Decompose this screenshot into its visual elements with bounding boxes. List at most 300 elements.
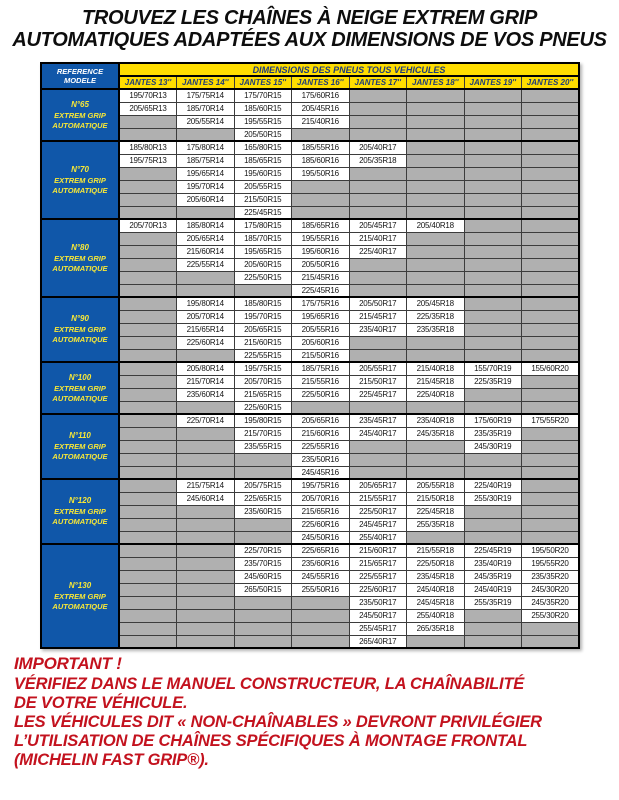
empty-cell	[177, 284, 235, 297]
model-brand-line: AUTOMATIQUE	[52, 517, 108, 526]
tire-size-cell: 265/50R15	[234, 583, 292, 596]
empty-cell	[522, 297, 580, 310]
model-brand-line: AUTOMATIQUE	[52, 335, 108, 344]
tire-size-cell: 235/35R18	[407, 323, 465, 336]
table-row	[41, 284, 579, 297]
tire-size-cell: 205/65R14	[177, 232, 235, 245]
empty-cell	[349, 167, 407, 180]
tire-size-cell: 215/65R15	[234, 388, 292, 401]
empty-cell	[119, 310, 177, 323]
tire-size-cell: 245/45R17	[349, 518, 407, 531]
empty-cell	[407, 349, 465, 362]
empty-cell	[119, 570, 177, 583]
table-row	[41, 193, 579, 206]
empty-cell	[407, 180, 465, 193]
empty-cell	[522, 427, 580, 440]
empty-cell	[522, 154, 580, 167]
empty-cell	[177, 583, 235, 596]
tire-size-cell: 215/55R18	[407, 544, 465, 557]
empty-cell	[177, 271, 235, 284]
tire-size-cell: 245/40R17	[349, 427, 407, 440]
tire-size-cell: 175/60R16	[292, 89, 350, 102]
empty-cell	[292, 622, 350, 635]
tire-size-cell: 215/50R16	[292, 349, 350, 362]
tire-size-cell: 175/75R14	[177, 89, 235, 102]
tire-size-cell: 195/80R14	[177, 297, 235, 310]
empty-cell	[407, 453, 465, 466]
tire-size-cell: 195/65R14	[177, 167, 235, 180]
empty-cell	[177, 596, 235, 609]
model-brand-line: AUTOMATIQUE	[52, 452, 108, 461]
empty-cell	[522, 271, 580, 284]
tire-size-cell: 225/55R16	[292, 440, 350, 453]
empty-cell	[119, 440, 177, 453]
empty-cell	[522, 206, 580, 219]
model-brand-line: AUTOMATIQUE	[52, 601, 108, 611]
tire-size-cell: 195/60R15	[234, 167, 292, 180]
empty-cell	[349, 258, 407, 271]
empty-cell	[119, 115, 177, 128]
empty-cell	[119, 466, 177, 479]
empty-cell	[119, 180, 177, 193]
tire-size-cell: 225/45R17	[349, 388, 407, 401]
model-number: N°100	[68, 372, 92, 382]
empty-cell	[292, 180, 350, 193]
tire-size-cell: 155/60R20	[522, 362, 580, 375]
tire-size-cell: 225/40R18	[407, 388, 465, 401]
tire-size-cell: 195/65R16	[292, 310, 350, 323]
empty-cell	[464, 154, 522, 167]
empty-cell	[177, 401, 235, 414]
tire-size-cell: 215/60R16	[292, 427, 350, 440]
tire-size-cell: 215/55R16	[292, 375, 350, 388]
tire-size-cell: 185/60R16	[292, 154, 350, 167]
table-row	[41, 89, 579, 102]
model-cell	[41, 414, 119, 479]
empty-cell	[407, 336, 465, 349]
empty-cell	[177, 349, 235, 362]
empty-cell	[177, 206, 235, 219]
tire-size-cell: 185/75R14	[177, 154, 235, 167]
empty-cell	[522, 531, 580, 544]
empty-cell	[292, 609, 350, 622]
tire-size-cell: 205/60R15	[234, 258, 292, 271]
tire-size-cell: 235/60R14	[177, 388, 235, 401]
tire-size-cell: 205/55R14	[177, 115, 235, 128]
tire-size-cell: 245/60R14	[177, 492, 235, 505]
empty-cell	[119, 557, 177, 570]
tire-size-cell: 185/70R15	[234, 232, 292, 245]
empty-cell	[292, 635, 350, 648]
tire-size-cell: 255/45R17	[349, 622, 407, 635]
empty-cell	[119, 258, 177, 271]
empty-cell	[119, 128, 177, 141]
tire-size-cell: 265/35R18	[407, 622, 465, 635]
empty-cell	[522, 89, 580, 102]
empty-cell	[119, 193, 177, 206]
table-row	[41, 115, 579, 128]
tire-size-cell: 195/75R13	[119, 154, 177, 167]
tire-size-cell: 175/80R14	[177, 141, 235, 154]
empty-cell	[464, 349, 522, 362]
tire-size-cell: 225/70R15	[234, 544, 292, 557]
empty-cell	[407, 466, 465, 479]
empty-cell	[349, 401, 407, 414]
page-title-line2: AUTOMATIQUES ADAPTÉES AUX DIMENSIONS DE VOS PNEUS	[12, 29, 607, 51]
tire-size-cell: 225/45R18	[407, 505, 465, 518]
tire-size-cell: 225/45R16	[292, 284, 350, 297]
tire-size-cell: 185/70R14	[177, 102, 235, 115]
empty-cell	[522, 141, 580, 154]
empty-cell	[407, 232, 465, 245]
empty-cell	[522, 258, 580, 271]
empty-cell	[349, 89, 407, 102]
empty-cell	[177, 570, 235, 583]
table-row	[41, 219, 579, 232]
tire-size-cell: 205/40R17	[349, 141, 407, 154]
model-cell	[41, 544, 119, 648]
tire-size-cell: 235/45R18	[407, 570, 465, 583]
tire-size-cell: 195/75R16	[292, 479, 350, 492]
col-header-jantes-15: JANTES 15''	[234, 76, 292, 89]
table-row	[41, 505, 579, 518]
empty-cell	[522, 336, 580, 349]
tire-size-cell: 225/50R17	[349, 505, 407, 518]
table-row	[41, 349, 579, 362]
empty-cell	[119, 635, 177, 648]
model-brand-line: AUTOMATIQUE	[52, 185, 108, 195]
empty-cell	[407, 141, 465, 154]
empty-cell	[464, 505, 522, 518]
empty-cell	[464, 102, 522, 115]
tire-size-cell: 215/55R17	[349, 492, 407, 505]
dimensions-header: DIMENSIONS DES PNEUS TOUS VEHICULES	[119, 63, 579, 76]
empty-cell	[522, 219, 580, 232]
tire-size-cell: 215/65R17	[349, 557, 407, 570]
empty-cell	[522, 440, 580, 453]
empty-cell	[234, 609, 292, 622]
model-cell	[41, 479, 119, 544]
tire-size-cell: 245/40R18	[407, 583, 465, 596]
empty-cell	[177, 544, 235, 557]
tire-size-cell: 205/55R18	[407, 479, 465, 492]
empty-cell	[119, 583, 177, 596]
tire-size-cell: 205/45R16	[292, 102, 350, 115]
empty-cell	[119, 427, 177, 440]
tire-size-cell: 225/60R14	[177, 336, 235, 349]
tire-size-cell: 225/40R17	[349, 245, 407, 258]
model-cell	[41, 297, 119, 362]
table-row	[41, 453, 579, 466]
empty-cell	[407, 440, 465, 453]
tire-size-cell: 205/60R16	[292, 336, 350, 349]
tire-size-cell: 235/45R17	[349, 414, 407, 427]
table-row	[41, 128, 579, 141]
empty-cell	[464, 206, 522, 219]
empty-cell	[464, 622, 522, 635]
model-cell	[41, 141, 119, 219]
empty-cell	[119, 505, 177, 518]
tire-size-cell: 205/65R17	[349, 479, 407, 492]
empty-cell	[349, 193, 407, 206]
empty-cell	[464, 284, 522, 297]
tire-size-cell: 255/50R16	[292, 583, 350, 596]
empty-cell	[234, 518, 292, 531]
table-row	[41, 102, 579, 115]
empty-cell	[177, 466, 235, 479]
tire-size-cell: 215/45R17	[349, 310, 407, 323]
tire-size-cell: 175/75R16	[292, 297, 350, 310]
tire-size-cell: 195/65R15	[234, 245, 292, 258]
tire-size-cell: 215/50R15	[234, 193, 292, 206]
tire-size-cell: 245/50R17	[349, 609, 407, 622]
empty-cell	[234, 622, 292, 635]
model-number: N°120	[68, 496, 92, 505]
tire-size-cell: 235/40R17	[349, 323, 407, 336]
empty-cell	[119, 167, 177, 180]
col-header-jantes-14: JANTES 14''	[177, 76, 235, 89]
table-row	[41, 414, 579, 427]
empty-cell	[464, 141, 522, 154]
tire-size-cell: 235/50R16	[292, 453, 350, 466]
tire-size-cell: 225/65R16	[292, 544, 350, 557]
tire-size-cell: 205/35R18	[349, 154, 407, 167]
tire-size-cell: 195/55R15	[234, 115, 292, 128]
tire-size-cell: 205/50R15	[234, 128, 292, 141]
empty-cell	[119, 401, 177, 414]
footer-line: (MICHELIN FAST GRIP®).	[14, 751, 209, 769]
empty-cell	[407, 206, 465, 219]
empty-cell	[119, 245, 177, 258]
empty-cell	[522, 401, 580, 414]
empty-cell	[119, 609, 177, 622]
tire-size-cell: 205/55R16	[292, 323, 350, 336]
empty-cell	[464, 297, 522, 310]
empty-cell	[522, 245, 580, 258]
modele-label: MODELE	[63, 76, 97, 85]
empty-cell	[464, 167, 522, 180]
model-brand-line: EXTREM GRIP	[54, 325, 106, 334]
empty-cell	[522, 128, 580, 141]
empty-cell	[522, 232, 580, 245]
tire-size-cell: 225/60R15	[234, 401, 292, 414]
empty-cell	[119, 375, 177, 388]
tire-dimensions-table	[40, 62, 580, 649]
model-brand-line: AUTOMATIQUE	[52, 263, 108, 273]
model-cell	[41, 362, 119, 414]
empty-cell	[407, 167, 465, 180]
empty-cell	[119, 531, 177, 544]
empty-cell	[234, 453, 292, 466]
col-header-jantes-13: JANTES 13''	[119, 76, 177, 89]
tire-size-cell: 165/80R15	[234, 141, 292, 154]
tire-size-cell: 245/60R15	[234, 570, 292, 583]
table-row	[41, 388, 579, 401]
tire-size-cell: 235/40R18	[407, 414, 465, 427]
table-row	[41, 271, 579, 284]
table-row	[41, 401, 579, 414]
tire-size-cell: 195/75R15	[234, 362, 292, 375]
empty-cell	[407, 154, 465, 167]
empty-cell	[464, 531, 522, 544]
tire-size-cell: 225/60R17	[349, 583, 407, 596]
tire-size-cell: 245/35R18	[407, 427, 465, 440]
empty-cell	[119, 596, 177, 609]
tire-size-cell: 215/45R18	[407, 375, 465, 388]
empty-cell	[522, 167, 580, 180]
empty-cell	[119, 284, 177, 297]
empty-cell	[522, 180, 580, 193]
empty-cell	[119, 362, 177, 375]
empty-cell	[177, 609, 235, 622]
tire-size-cell: 255/40R17	[349, 531, 407, 544]
empty-cell	[119, 518, 177, 531]
tire-size-cell: 205/65R16	[292, 414, 350, 427]
empty-cell	[464, 388, 522, 401]
tire-size-cell: 215/60R17	[349, 544, 407, 557]
tire-size-cell: 215/65R14	[177, 323, 235, 336]
col-header-jantes-19: JANTES 19''	[464, 76, 522, 89]
model-brand-line: EXTREM GRIP	[54, 110, 106, 120]
table-row	[41, 544, 579, 557]
empty-cell	[522, 518, 580, 531]
empty-cell	[349, 128, 407, 141]
tire-size-cell: 235/60R16	[292, 557, 350, 570]
empty-cell	[522, 375, 580, 388]
empty-cell	[234, 635, 292, 648]
tire-size-cell: 235/60R15	[234, 505, 292, 518]
empty-cell	[522, 622, 580, 635]
footer-line: VÉRIFIEZ DANS LE MANUEL CONSTRUCTEUR, LA CHAÎNABILITÉ	[14, 675, 525, 693]
tire-size-cell: 225/35R18	[407, 310, 465, 323]
model-brand-line: EXTREM GRIP	[54, 253, 106, 263]
reference-modele-header	[41, 63, 119, 89]
empty-cell	[234, 284, 292, 297]
empty-cell	[349, 440, 407, 453]
empty-cell	[292, 193, 350, 206]
model-number: N°65	[71, 99, 89, 109]
tire-size-cell: 235/70R15	[234, 557, 292, 570]
empty-cell	[177, 635, 235, 648]
reference-label: REFERENCE	[56, 67, 104, 76]
col-header-jantes-20: JANTES 20''	[522, 76, 580, 89]
tire-size-cell: 225/50R18	[407, 557, 465, 570]
tire-size-cell: 245/30R19	[464, 440, 522, 453]
empty-cell	[349, 284, 407, 297]
tire-size-cell: 215/40R16	[292, 115, 350, 128]
empty-cell	[464, 193, 522, 206]
empty-cell	[234, 531, 292, 544]
empty-cell	[177, 557, 235, 570]
tire-size-cell: 225/50R15	[234, 271, 292, 284]
tire-size-cell: 215/70R15	[234, 427, 292, 440]
empty-cell	[464, 115, 522, 128]
empty-cell	[407, 258, 465, 271]
table-row	[41, 479, 579, 492]
model-brand-line: AUTOMATIQUE	[52, 393, 108, 403]
empty-cell	[464, 518, 522, 531]
empty-cell	[464, 453, 522, 466]
empty-cell	[522, 466, 580, 479]
empty-cell	[177, 427, 235, 440]
col-header-jantes-16: JANTES 16''	[292, 76, 350, 89]
table-row	[41, 245, 579, 258]
tire-size-cell: 225/55R14	[177, 258, 235, 271]
tire-size-cell: 155/70R19	[464, 362, 522, 375]
empty-cell	[119, 336, 177, 349]
tire-size-cell: 215/40R18	[407, 362, 465, 375]
empty-cell	[349, 102, 407, 115]
model-brand-line: EXTREM GRIP	[54, 175, 106, 185]
tire-size-cell: 175/60R19	[464, 414, 522, 427]
tire-size-cell: 255/35R18	[407, 518, 465, 531]
tire-size-cell: 235/50R17	[349, 596, 407, 609]
empty-cell	[522, 388, 580, 401]
empty-cell	[119, 453, 177, 466]
tire-size-cell: 255/30R19	[464, 492, 522, 505]
table-row	[41, 427, 579, 440]
empty-cell	[464, 323, 522, 336]
tire-size-cell: 245/30R20	[522, 583, 580, 596]
empty-cell	[292, 596, 350, 609]
tire-size-cell: 205/70R14	[177, 310, 235, 323]
tire-size-cell: 175/55R20	[522, 414, 580, 427]
empty-cell	[349, 180, 407, 193]
empty-cell	[522, 505, 580, 518]
empty-cell	[177, 128, 235, 141]
model-number: N°130	[68, 580, 92, 590]
empty-cell	[119, 414, 177, 427]
empty-cell	[234, 466, 292, 479]
tire-size-cell: 195/55R16	[292, 232, 350, 245]
table-row	[41, 206, 579, 219]
tire-size-cell: 255/40R18	[407, 609, 465, 622]
footer-line: L’UTILISATION DE CHAÎNES SPÉCIFIQUES À MONTAGE FRONTAL	[14, 732, 528, 750]
table-row	[41, 466, 579, 479]
model-brand-line: AUTOMATIQUE	[52, 120, 108, 130]
empty-cell	[292, 401, 350, 414]
tire-size-cell: 205/70R13	[119, 219, 177, 232]
tire-size-cell: 255/35R19	[464, 596, 522, 609]
empty-cell	[464, 180, 522, 193]
model-number: N°70	[71, 164, 89, 174]
table-row	[41, 492, 579, 505]
tire-size-cell: 175/70R15	[234, 89, 292, 102]
model-cell	[41, 219, 119, 297]
tire-size-cell: 175/80R15	[234, 219, 292, 232]
tire-size-cell: 225/55R17	[349, 570, 407, 583]
table-row	[41, 596, 579, 609]
table-row	[41, 375, 579, 388]
model-brand-line: EXTREM GRIP	[54, 383, 106, 393]
empty-cell	[464, 232, 522, 245]
tire-size-cell: 205/50R17	[349, 297, 407, 310]
tire-size-cell: 225/45R15	[234, 206, 292, 219]
empty-cell	[464, 401, 522, 414]
tire-size-cell: 195/70R15	[234, 310, 292, 323]
empty-cell	[119, 388, 177, 401]
empty-cell	[349, 466, 407, 479]
empty-cell	[464, 219, 522, 232]
empty-cell	[349, 453, 407, 466]
tire-size-cell: 205/65R13	[119, 102, 177, 115]
empty-cell	[464, 310, 522, 323]
tire-size-cell: 235/40R19	[464, 557, 522, 570]
tire-size-cell: 245/35R20	[522, 596, 580, 609]
tire-size-cell: 205/65R15	[234, 323, 292, 336]
empty-cell	[177, 518, 235, 531]
tire-size-cell: 215/65R16	[292, 505, 350, 518]
